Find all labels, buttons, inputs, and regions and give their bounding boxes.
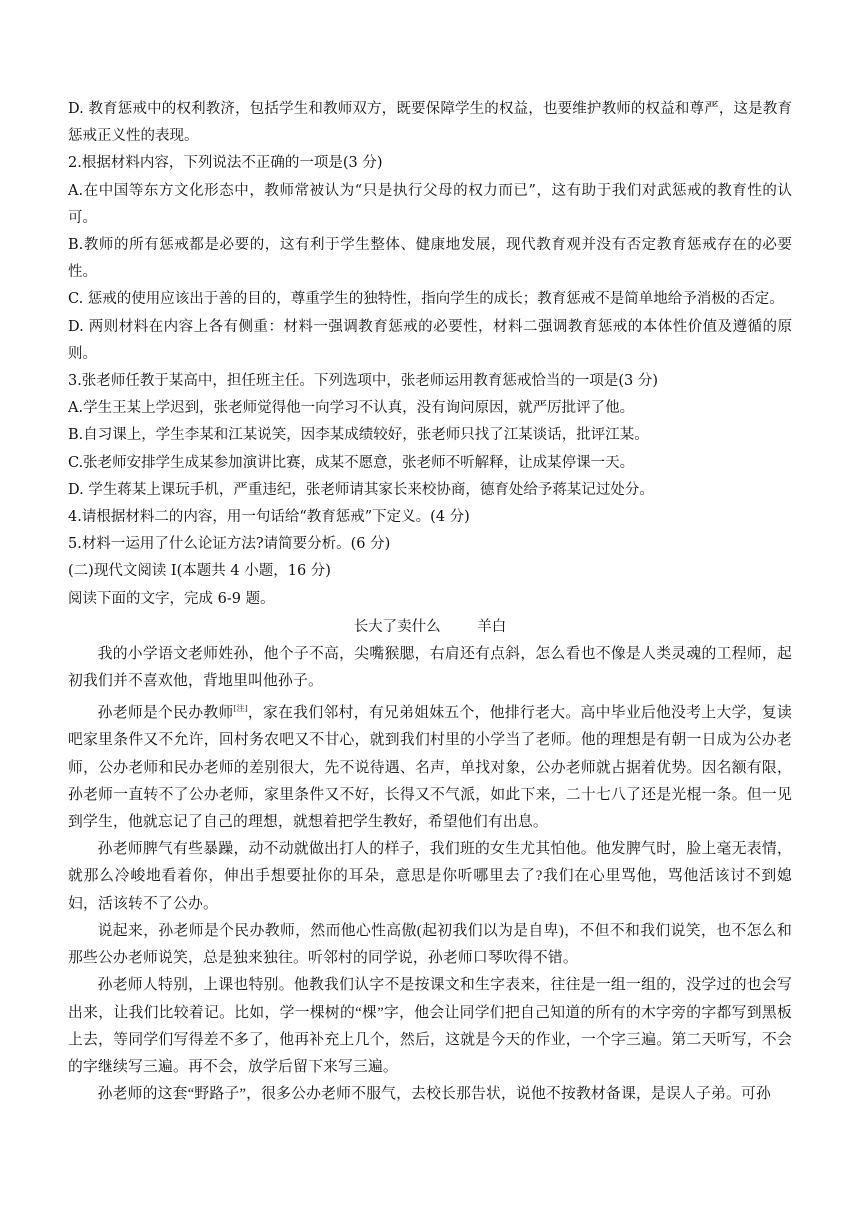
story-paragraph: 我的小学语文老师姓孙，他个子不高，尖嘴猴腮，右肩还有点斜，怎么看也不像是人类灵魂的工程师，起初我们并不喜欢他，背地里叫他孙子。 [68,645,792,690]
story-author: 羊白 [477,618,507,635]
q2-option-a: A.在中国等东方文化形态中，教师常被认为“只是执行父母的权力而已”，这有助于我们对武惩戒的教育性的认可。 [68,182,792,226]
story-paragraph [68,695,792,836]
story-paragraph: 孙老师脾气有些暴躁，动不动就做出打人的样子，我们班的女生尤其怕他。他发脾气时，脸上毫无表情，就那么冷峻地看着你，伸出手想要扯你的耳朵，意思是你听哪里去了?我们在心里骂他，骂他活该讨不到媳妇，活该转不了公办。 [68,841,792,912]
paragraph-text: ，家在我们邻村，有兄弟姐妹五个，他排行老大。高中毕业后他没考上大学，复读吧家里条件又不允许，回村务农吧又不甘心，就到我们村里的小学当了老师。他的理想是有朝一日成为公办老师，公办老师和民办老师的差别很大，先不说待遇、名声，单找对象，公办老师就占据着优势。因名额有限，孙老师一直转不了公办老师，家里条件又不好，长得又不气派，如此下来，二十七八了还是光棍一条。但一见到学生，他就忘记了自己的理想，就想着把学生教好，希望他们有出息。 [68,705,792,831]
story-header [68,613,792,641]
reading-instruction: 阅读下面的文字，完成 6-9 题。 [68,590,275,607]
exam-page [68,96,792,1108]
story-paragraph: 孙老师的这套“野路子”，很多公办老师不服气，去校长那告状，说他不按教材备课，是误人子弟。可孙 [97,1086,771,1103]
q3-option-d: D. 学生蒋某上课玩手机，严重违纪，张老师请其家长来校协商，德育处给予蒋某记过处分。 [68,481,654,498]
q3-option-a: A.学生王某上学迟到，张老师觉得他一向学习不认真，没有询问原因，就严厉批评了他。 [68,400,635,417]
q3-option-b: B.自习课上，学生李某和江某说笑，因李某成绩较好，张老师只找了江某谈话，批评江某。 [68,427,649,444]
q1-option-d: D. 教育惩戒中的权利教济，包括学生和教师双方，既要保障学生的权益，也要维护教师的权益和尊严，这是教育惩戒正义性的表现。 [68,101,792,145]
q3-stem: 3.张老师任教于某高中，担任班主任。下列选项中，张老师运用教育惩戒恰当的一项是(3 分) [68,373,658,390]
section-heading: (二)现代文阅读 I(本题共 4 小题，16 分) [68,563,331,580]
q2-option-c: C. 惩戒的使用应该出于善的目的，尊重学生的独特性，指向学生的成长；教育惩戒不是简单地给予消极的否定。 [68,291,784,308]
story-title: 长大了卖什么 [353,618,441,635]
footnote-marker: [注] [233,704,248,714]
paragraph-text: 孙老师是个民办教师 [97,705,234,722]
story-paragraph: 孙老师人特别，上课也特别。他教我们认字不是按课文和生字表来，往往是一组一组的，没学过的也会写出来，让我们比较着记。比如，学一棵树的“棵”字，他会让同学们把自己知道的所有的木字旁的字都写到黑板上去，等同学们写得差不多了，他再补充上几个，然后，这就是今天的作业，一个字三遍。第二天听写，不会的字继续写三遍。再不会，放学后留下来写三遍。 [68,977,792,1075]
q2-option-b: B.教师的所有惩戒都是必要的，这有利于学生整体、健康地发展，现代教育观并没有否定教育惩戒存在的必要性。 [68,237,792,281]
q2-stem: 2.根据材料内容，下列说法不正确的一项是(3 分) [68,155,383,172]
q4-stem: 4.请根据材料二的内容，用一句话给“教育惩戒”下定义。(4 分) [68,509,470,526]
q2-option-d: D. 两则材料在内容上各有侧重：材料一强调教育惩戒的必要性，材料二强调教育惩戒的本体性价值及遵循的原则。 [68,318,792,362]
story-paragraph: 说起来，孙老师是个民办教师，然而他心性高傲(起初我们以为是自卑)，不但不和我们说笑，也不怎么和那些公办老师说笑，总是独来独往。听邻村的同学说，孙老师口琴吹得不错。 [68,922,792,967]
q5-stem: 5.材料一运用了什么论证方法?请简要分析。(6 分) [68,536,391,553]
q3-option-c: C.张老师安排学生成某参加演讲比赛，成某不愿意，张老师不听解释，让成某停课一天。 [68,454,635,471]
